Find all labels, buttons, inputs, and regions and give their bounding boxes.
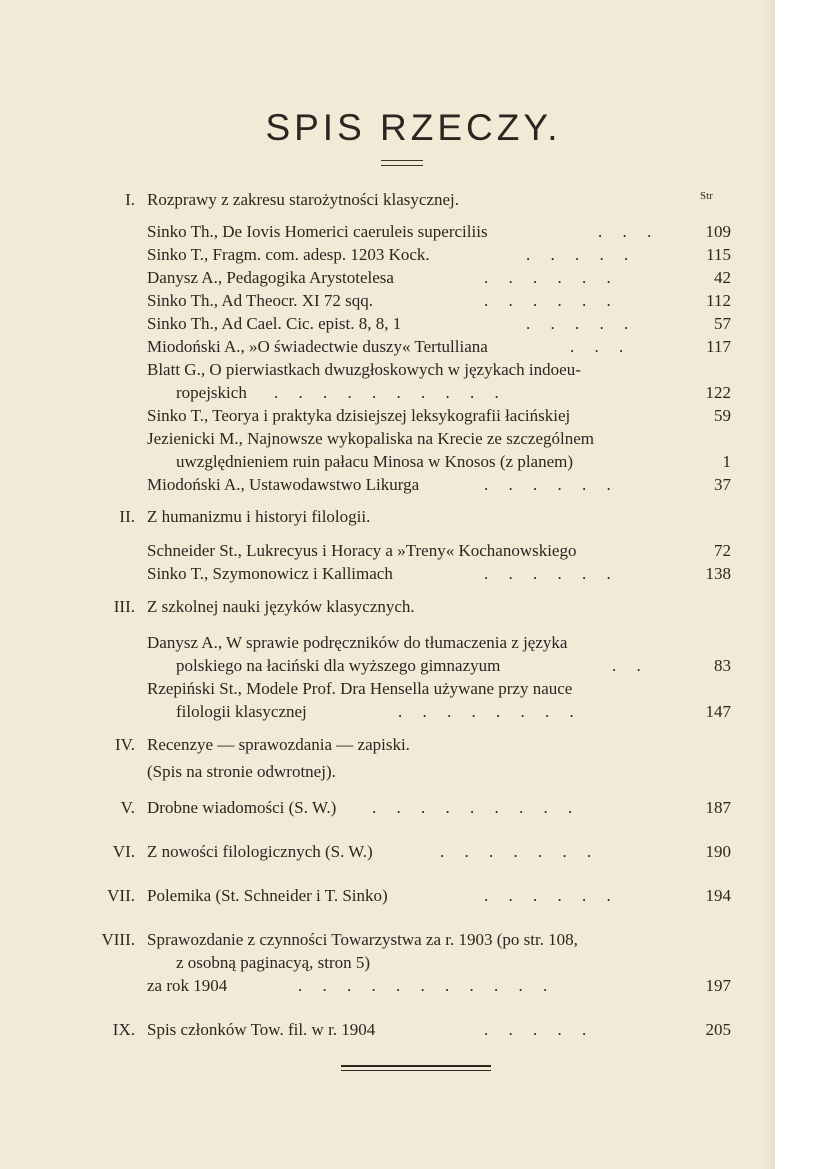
toc-entry-continuation: [0, 654, 827, 678]
section-numeral: VIII.: [101, 930, 135, 949]
entry-page: 72: [714, 541, 731, 560]
toc-entry-continuation: [0, 381, 827, 405]
toc-entry: [0, 473, 827, 497]
section-note: [0, 760, 827, 784]
section-note-text: (Spis na stronie odwrotnej).: [147, 762, 336, 781]
entry-text: Rzepiński St., Modele Prof. Dra Hensella używane przy nauce: [147, 679, 573, 698]
leader-dots: . . . . . . . . . . .: [298, 976, 548, 995]
section-heading: Recenzye — sprawozdania — zapiski.: [147, 735, 410, 754]
toc-entry: [0, 220, 827, 244]
section-numeral: I.: [125, 190, 135, 209]
section-heading: Drobne wiadomości (S. W.): [147, 798, 337, 817]
entry-text: Schneider St., Lukrecyus i Horacy a »Treny« Kochanowskiego: [147, 541, 577, 560]
toc-entry: [0, 358, 827, 382]
entry-page: 59: [714, 406, 731, 425]
entry-text: Sinko Th., De Iovis Homerici caeruleis superciliis: [147, 222, 488, 241]
section-heading-row: [0, 188, 827, 212]
section-heading: Polemika (St. Schneider i T. Sinko): [147, 886, 388, 905]
section-heading: za rok 1904: [147, 976, 228, 995]
section-heading: z osobną paginacyą, stron 5): [176, 953, 371, 972]
entry-text: Sinko Th., Ad Theocr. XI 72 sqq.: [147, 291, 374, 310]
entry-page: 42: [714, 268, 731, 287]
entry-text: uwzględnieniem ruin pałacu Minosa w Knosos (z planem): [176, 452, 574, 471]
entry-text: Miodoński A., Ustawodawstwo Likurga: [147, 475, 420, 494]
toc-entry: [0, 539, 827, 563]
entry-page: 57: [714, 314, 731, 333]
leader-dots: . . . . . . . .: [398, 702, 574, 721]
toc-entry: [0, 677, 827, 701]
leader-dots: . . . . . .: [484, 475, 611, 494]
leader-dots: . . . . .: [526, 245, 629, 264]
leader-dots: . . . . .: [484, 1020, 587, 1039]
toc-entry: [0, 266, 827, 290]
entry-page: 83: [714, 656, 731, 675]
leader-dots: . . . . . . . . . .: [274, 383, 499, 402]
entry-text: Blatt G., O pierwiastkach dwuzgłoskowych w językach indoeu-: [147, 360, 581, 379]
entry-text: Danysz A., W sprawie podręczników do tłumaczenia z języka: [147, 633, 568, 652]
section-heading-row: [0, 733, 827, 757]
entry-page: 115: [706, 245, 731, 264]
closing-rule: [341, 1065, 491, 1069]
entry-text: Sinko T., Teorya i praktyka dzisiejszej leksykografii łacińskiej: [147, 406, 571, 425]
entry-page: 112: [706, 291, 731, 310]
toc-entry: [0, 631, 827, 655]
section-heading-row: [0, 928, 827, 952]
leader-dots: . . .: [570, 337, 624, 356]
section-heading: Sprawozdanie z czynności Towarzystwa za r. 1903 (po str. 108,: [147, 930, 578, 949]
page-column-label: Str: [700, 190, 713, 202]
entry-page: 187: [705, 798, 731, 817]
entry-page: 147: [705, 702, 731, 721]
leader-dots: . . . . . .: [484, 291, 611, 310]
toc-entry-continuation: [0, 700, 827, 724]
toc-entry: [0, 335, 827, 359]
entry-page: 1: [722, 452, 731, 471]
entry-text: Danysz A., Pedagogika Arystotelesa: [147, 268, 394, 287]
toc-entry: [0, 289, 827, 313]
section-heading-row: [0, 840, 827, 864]
section-numeral: VI.: [112, 842, 135, 861]
leader-dots: . . .: [598, 222, 652, 241]
section-numeral: II.: [119, 507, 135, 526]
page-title: SPIS RZECZY.: [265, 107, 562, 148]
leader-dots: . . . . . . .: [440, 842, 592, 861]
entry-text: ropejskich: [176, 383, 247, 402]
section-heading-row: [0, 884, 827, 908]
entry-page: 122: [705, 383, 731, 402]
section-heading-continuation: [0, 951, 827, 975]
entry-text: Jezienicki M., Najnowsze wykopaliska na Krecie ze szczególnem: [147, 429, 595, 448]
toc-entry-continuation: [0, 450, 827, 474]
entry-text: Miodoński A., »O świadectwie duszy« Tertulliana: [147, 337, 488, 356]
entry-text: Sinko T., Szymonowicz i Kallimach: [147, 564, 393, 583]
entry-page: 197: [705, 976, 731, 995]
toc-entry: [0, 243, 827, 267]
entry-text: filologii klasycznej: [176, 702, 307, 721]
entry-page: 194: [705, 886, 731, 905]
section-heading-row: [0, 505, 827, 529]
leader-dots: . . . . . . . . .: [372, 798, 573, 817]
entry-page: 205: [705, 1020, 731, 1039]
entry-page: 109: [705, 222, 731, 241]
entry-page: 117: [706, 337, 731, 356]
leader-dots: . . . . . .: [484, 268, 611, 287]
closing-rule-thin: [341, 1070, 491, 1071]
entry-text: Sinko T., Fragm. com. adesp. 1203 Kock.: [147, 245, 430, 264]
section-heading-row: [0, 595, 827, 619]
section-numeral: V.: [120, 798, 135, 817]
toc-entry: [0, 404, 827, 428]
entry-page: 190: [705, 842, 731, 861]
section-heading-continuation: [0, 974, 827, 998]
title-divider: [381, 160, 423, 166]
entry-page: 37: [714, 475, 731, 494]
section-numeral: IX.: [112, 1020, 135, 1039]
section-heading-row: [0, 1018, 827, 1042]
toc-entry: [0, 312, 827, 336]
leader-dots: . . . . . .: [484, 886, 611, 905]
section-heading: Spis członków Tow. fil. w r. 1904: [147, 1020, 376, 1039]
entry-text: polskiego na łaciński dla wyższego gimnazyum: [176, 656, 501, 675]
section-heading: Z nowości filologicznych (S. W.): [147, 842, 373, 861]
toc-entry: [0, 562, 827, 586]
section-numeral: III.: [113, 597, 135, 616]
section-heading: Z humanizmu i historyi filologii.: [147, 507, 371, 526]
leader-dots: . . . . .: [526, 314, 629, 333]
section-heading: Z szkolnej nauki języków klasycznych.: [147, 597, 415, 616]
entry-page: 138: [705, 564, 731, 583]
section-numeral: VII.: [107, 886, 135, 905]
entry-text: Sinko Th., Ad Cael. Cic. epist. 8, 8, 1: [147, 314, 402, 333]
leader-dots: . .: [612, 656, 641, 675]
section-heading: Rozprawy z zakresu starożytności klasycznej.: [147, 190, 460, 209]
section-heading-row: [0, 796, 827, 820]
toc-entry: [0, 427, 827, 451]
section-numeral: IV.: [115, 735, 135, 754]
leader-dots: . . . . . .: [484, 564, 611, 583]
